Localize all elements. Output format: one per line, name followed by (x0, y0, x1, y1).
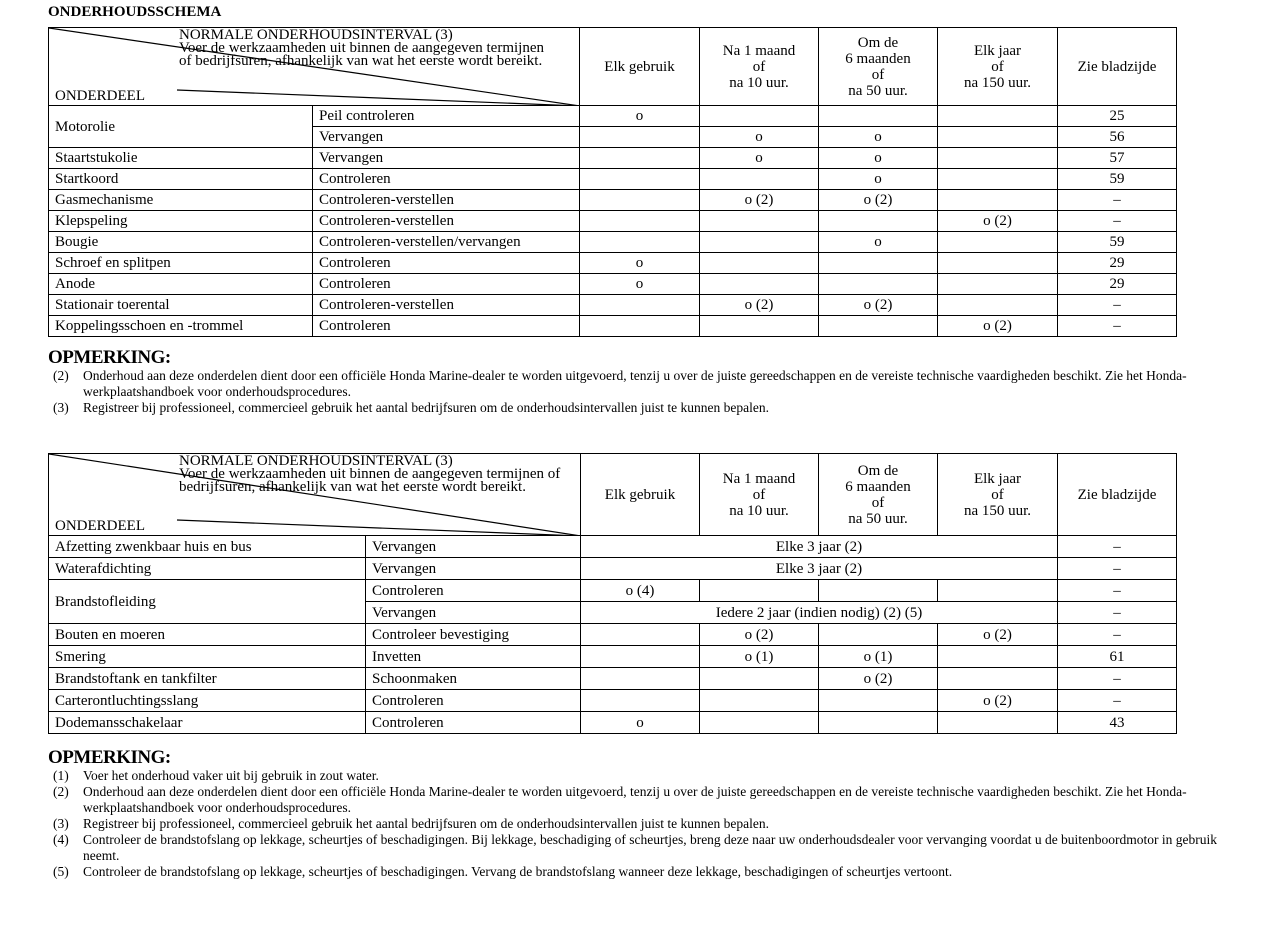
col-1-month: Na 1 maand of na 10 uur. (700, 454, 819, 536)
six-months-cell (819, 106, 938, 127)
one-year-cell (938, 127, 1058, 148)
one-year-cell (938, 580, 1058, 602)
table-header-row (49, 28, 1177, 106)
part-cell: Motorolie (49, 106, 313, 148)
note-number: (5) (53, 864, 69, 879)
note-number: (1) (53, 768, 69, 783)
action-cell: Peil controleren (313, 106, 580, 127)
action-cell: Controleer bevestiging (366, 624, 581, 646)
one-month-cell: o (2) (700, 624, 819, 646)
one-year-cell (938, 295, 1058, 316)
table-row (49, 169, 1177, 190)
note-number: (3) (53, 816, 69, 831)
each-use-cell (581, 668, 700, 690)
table-row (49, 624, 1177, 646)
part-cell: Klepspeling (49, 211, 313, 232)
table-row (49, 712, 1177, 734)
one-year-cell (938, 106, 1058, 127)
page-ref-cell: 59 (1058, 232, 1177, 253)
note-item (53, 768, 1233, 784)
notes-section-1 (48, 348, 1233, 416)
six-months-cell: o (819, 148, 938, 169)
note-text: Voer het onderhoud vaker uit bij gebruik in zout water. (83, 768, 379, 783)
six-months-cell (819, 316, 938, 337)
one-year-cell (938, 232, 1058, 253)
table-row (49, 646, 1177, 668)
table-row (49, 274, 1177, 295)
interval-span-cell: Elke 3 jaar (2) (581, 558, 1058, 580)
one-year-cell: o (2) (938, 624, 1058, 646)
each-use-cell (581, 690, 700, 712)
interval-title: NORMALE ONDERHOUDSINTERVAL (3) (179, 27, 453, 43)
page-ref-cell: – (1058, 558, 1177, 580)
interval-span-cell: Elke 3 jaar (2) (581, 536, 1058, 558)
action-cell: Controleren (313, 274, 580, 295)
one-year-cell: o (2) (938, 211, 1058, 232)
six-months-cell: o (819, 127, 938, 148)
action-cell: Vervangen (366, 536, 581, 558)
notes-title: OPMERKING: (48, 347, 171, 368)
note-text: Onderhoud aan deze onderdelen dient door een officiële Honda Marine-dealer te worden uitgevoerd, tenzij u over de juiste gereedschappen en de vereiste technische vaardigheden beschikt. Zie het Honda-werkplaatshandboek voor onderhoudsprocedures. (83, 784, 1187, 815)
each-use-cell (580, 190, 700, 211)
page-ref-cell: – (1058, 624, 1177, 646)
one-month-cell: o (1) (700, 646, 819, 668)
col-page: Zie bladzijde (1058, 28, 1177, 106)
part-cell: Brandstofleiding (49, 580, 366, 624)
each-use-cell (580, 316, 700, 337)
action-cell: Controleren (313, 253, 580, 274)
one-year-cell (938, 668, 1058, 690)
action-cell: Controleren (366, 712, 581, 734)
each-use-cell (581, 624, 700, 646)
note-text: Registreer bij professioneel, commercieel gebruik het aantal bedrijfsuren om de onderhoudsintervallen juist te kunnen bepalen. (83, 400, 770, 415)
one-year-cell (938, 646, 1058, 668)
one-month-cell (700, 274, 819, 295)
maintenance-table-1 (48, 27, 1177, 337)
col-page: Zie bladzijde (1058, 454, 1177, 536)
one-year-cell: o (2) (938, 690, 1058, 712)
each-use-cell: o (580, 253, 700, 274)
note-text: Controleer de brandstofslang op lekkage, scheurtjes of beschadigingen. Vervang de brandstofslang wanneer deze lekkage, beschadigingen of scheurtjes vertoont. (83, 864, 953, 879)
six-months-cell (819, 253, 938, 274)
one-month-cell (700, 580, 819, 602)
one-month-cell (700, 316, 819, 337)
one-month-cell: o (2) (700, 190, 819, 211)
each-use-cell: o (580, 106, 700, 127)
six-months-cell (819, 624, 938, 646)
each-use-cell (580, 295, 700, 316)
one-month-cell (700, 690, 819, 712)
each-use-cell (580, 211, 700, 232)
interval-description: Voer de werkzaamheden uit binnen de aangegeven termijnen of bedrijfsuren, afhankelijk van wat het eerste wordt bereikt. (179, 466, 561, 495)
note-item (53, 864, 1233, 880)
part-cell: Smering (49, 646, 366, 668)
part-cell: Carterontluchtingsslang (49, 690, 366, 712)
page-ref-cell: 56 (1058, 127, 1177, 148)
interval-description: Voer de werkzaamheden uit binnen de aangegeven termijnen of bedrijfsuren, afhankelijk van wat het eerste wordt bereikt. (179, 40, 544, 69)
part-cell: Stationair toerental (49, 295, 313, 316)
note-text: Controleer de brandstofslang op lekkage, scheurtjes of beschadigingen. Bij lekkage, beschadiging of scheurtjes, breng deze naar uw onderhoudsdealer voor vervanging voordat u de buitenboordmotor in gebruik neemt. (83, 832, 1218, 863)
note-number: (2) (53, 784, 69, 799)
notes-section-2 (48, 748, 1233, 880)
note-number: (4) (53, 832, 69, 847)
one-year-cell (938, 148, 1058, 169)
one-month-cell (700, 253, 819, 274)
page-ref-cell: – (1058, 211, 1177, 232)
page-ref-cell: 29 (1058, 274, 1177, 295)
six-months-cell: o (1) (819, 646, 938, 668)
part-cell: Gasmechanisme (49, 190, 313, 211)
each-use-cell (580, 169, 700, 190)
one-year-cell (938, 190, 1058, 211)
note-text: Registreer bij professioneel, commercieel gebruik het aantal bedrijfsuren om de onderhoudsintervallen juist te kunnen bepalen. (83, 816, 770, 831)
note-number: (3) (53, 400, 69, 415)
table-row (49, 106, 1177, 127)
interval-span-cell: Iedere 2 jaar (indien nodig) (2) (5) (581, 602, 1058, 624)
action-cell: Controleren-verstellen (313, 295, 580, 316)
page-ref-cell: 43 (1058, 712, 1177, 734)
six-months-cell: o (819, 232, 938, 253)
action-cell: Vervangen (313, 127, 580, 148)
table-row (49, 316, 1177, 337)
note-item (53, 368, 1233, 400)
page-ref-cell: – (1058, 602, 1177, 624)
one-year-cell (938, 712, 1058, 734)
page-ref-cell: – (1058, 668, 1177, 690)
part-cell: Koppelingsschoen en -trommel (49, 316, 313, 337)
table-row (49, 558, 1177, 580)
each-use-cell: o (4) (581, 580, 700, 602)
one-year-cell (938, 274, 1058, 295)
col-1-month: Na 1 maand of na 10 uur. (700, 28, 819, 106)
part-cell: Anode (49, 274, 313, 295)
one-month-cell: o (700, 127, 819, 148)
part-cell: Bouten en moeren (49, 624, 366, 646)
notes-title: OPMERKING: (48, 747, 171, 768)
table-row (49, 690, 1177, 712)
action-cell: Controleren (313, 169, 580, 190)
part-cell: Startkoord (49, 169, 313, 190)
each-use-cell: o (580, 274, 700, 295)
col-each-use: Elk gebruik (581, 454, 700, 536)
page-ref-cell: 59 (1058, 169, 1177, 190)
one-year-cell: o (2) (938, 316, 1058, 337)
each-use-cell (580, 127, 700, 148)
one-month-cell (700, 169, 819, 190)
table-row (49, 253, 1177, 274)
action-cell: Invetten (366, 646, 581, 668)
one-month-cell: o (2) (700, 295, 819, 316)
note-number: (2) (53, 368, 69, 383)
action-cell: Vervangen (366, 558, 581, 580)
header-diagonal-cell (49, 454, 581, 536)
action-cell: Controleren-verstellen/vervangen (313, 232, 580, 253)
part-cell: Schroef en splitpen (49, 253, 313, 274)
six-months-cell (819, 690, 938, 712)
table-row (49, 668, 1177, 690)
part-cell: Brandstoftank en tankfilter (49, 668, 366, 690)
table-row (49, 580, 1177, 602)
each-use-cell: o (581, 712, 700, 734)
each-use-cell (581, 646, 700, 668)
each-use-cell (580, 148, 700, 169)
page-ref-cell: – (1058, 316, 1177, 337)
page-ref-cell: 57 (1058, 148, 1177, 169)
col-6-months: Om de 6 maanden of na 50 uur. (819, 454, 938, 536)
onderdeel-label: ONDERDEEL (55, 518, 145, 534)
one-month-cell (700, 668, 819, 690)
one-year-cell (938, 169, 1058, 190)
action-cell: Controleren (313, 316, 580, 337)
action-cell: Vervangen (366, 602, 581, 624)
part-cell: Waterafdichting (49, 558, 366, 580)
six-months-cell: o (819, 169, 938, 190)
col-1-year: Elk jaar of na 150 uur. (938, 454, 1058, 536)
six-months-cell: o (2) (819, 295, 938, 316)
part-cell: Bougie (49, 232, 313, 253)
table-row (49, 148, 1177, 169)
interval-title: NORMALE ONDERHOUDSINTERVAL (3) (179, 453, 453, 469)
action-cell: Controleren-verstellen (313, 211, 580, 232)
six-months-cell (819, 580, 938, 602)
note-item (53, 832, 1233, 864)
note-item (53, 816, 1233, 832)
one-month-cell (700, 712, 819, 734)
action-cell: Controleren (366, 690, 581, 712)
table-row (49, 190, 1177, 211)
six-months-cell: o (2) (819, 668, 938, 690)
table-row (49, 211, 1177, 232)
one-year-cell (938, 253, 1058, 274)
six-months-cell (819, 274, 938, 295)
onderdeel-label: ONDERDEEL (55, 88, 145, 104)
six-months-cell: o (2) (819, 190, 938, 211)
table-row (49, 536, 1177, 558)
col-1-year: Elk jaar of na 150 uur. (938, 28, 1058, 106)
page-ref-cell: 61 (1058, 646, 1177, 668)
page-ref-cell: – (1058, 690, 1177, 712)
each-use-cell (580, 232, 700, 253)
page-ref-cell: – (1058, 580, 1177, 602)
col-6-months: Om de 6 maanden of na 50 uur. (819, 28, 938, 106)
part-cell: Staartstukolie (49, 148, 313, 169)
action-cell: Schoonmaken (366, 668, 581, 690)
table-row (49, 232, 1177, 253)
table-header-row (49, 454, 1177, 536)
part-cell: Dodemansschakelaar (49, 712, 366, 734)
page-ref-cell: 29 (1058, 253, 1177, 274)
col-each-use: Elk gebruik (580, 28, 700, 106)
note-text: Onderhoud aan deze onderdelen dient door een officiële Honda Marine-dealer te worden uitgevoerd, tenzij u over de juiste gereedschappen en de vereiste technische vaardigheden beschikt. Zie het Honda-werkplaatshandboek voor onderhoudsprocedures. (83, 368, 1187, 399)
part-cell: Afzetting zwenkbaar huis en bus (49, 536, 366, 558)
page-ref-cell: – (1058, 536, 1177, 558)
page-ref-cell: – (1058, 295, 1177, 316)
maintenance-table-2 (48, 453, 1177, 734)
page-ref-cell: 25 (1058, 106, 1177, 127)
header-diagonal-cell (49, 28, 580, 106)
action-cell: Vervangen (313, 148, 580, 169)
note-item (53, 400, 1233, 416)
one-month-cell (700, 232, 819, 253)
one-month-cell: o (700, 148, 819, 169)
note-item (53, 784, 1233, 816)
one-month-cell (700, 211, 819, 232)
table-row (49, 295, 1177, 316)
six-months-cell (819, 211, 938, 232)
page-title: ONDERHOUDSSCHEMA (48, 4, 222, 20)
page-ref-cell: – (1058, 190, 1177, 211)
six-months-cell (819, 712, 938, 734)
action-cell: Controleren (366, 580, 581, 602)
one-month-cell (700, 106, 819, 127)
action-cell: Controleren-verstellen (313, 190, 580, 211)
